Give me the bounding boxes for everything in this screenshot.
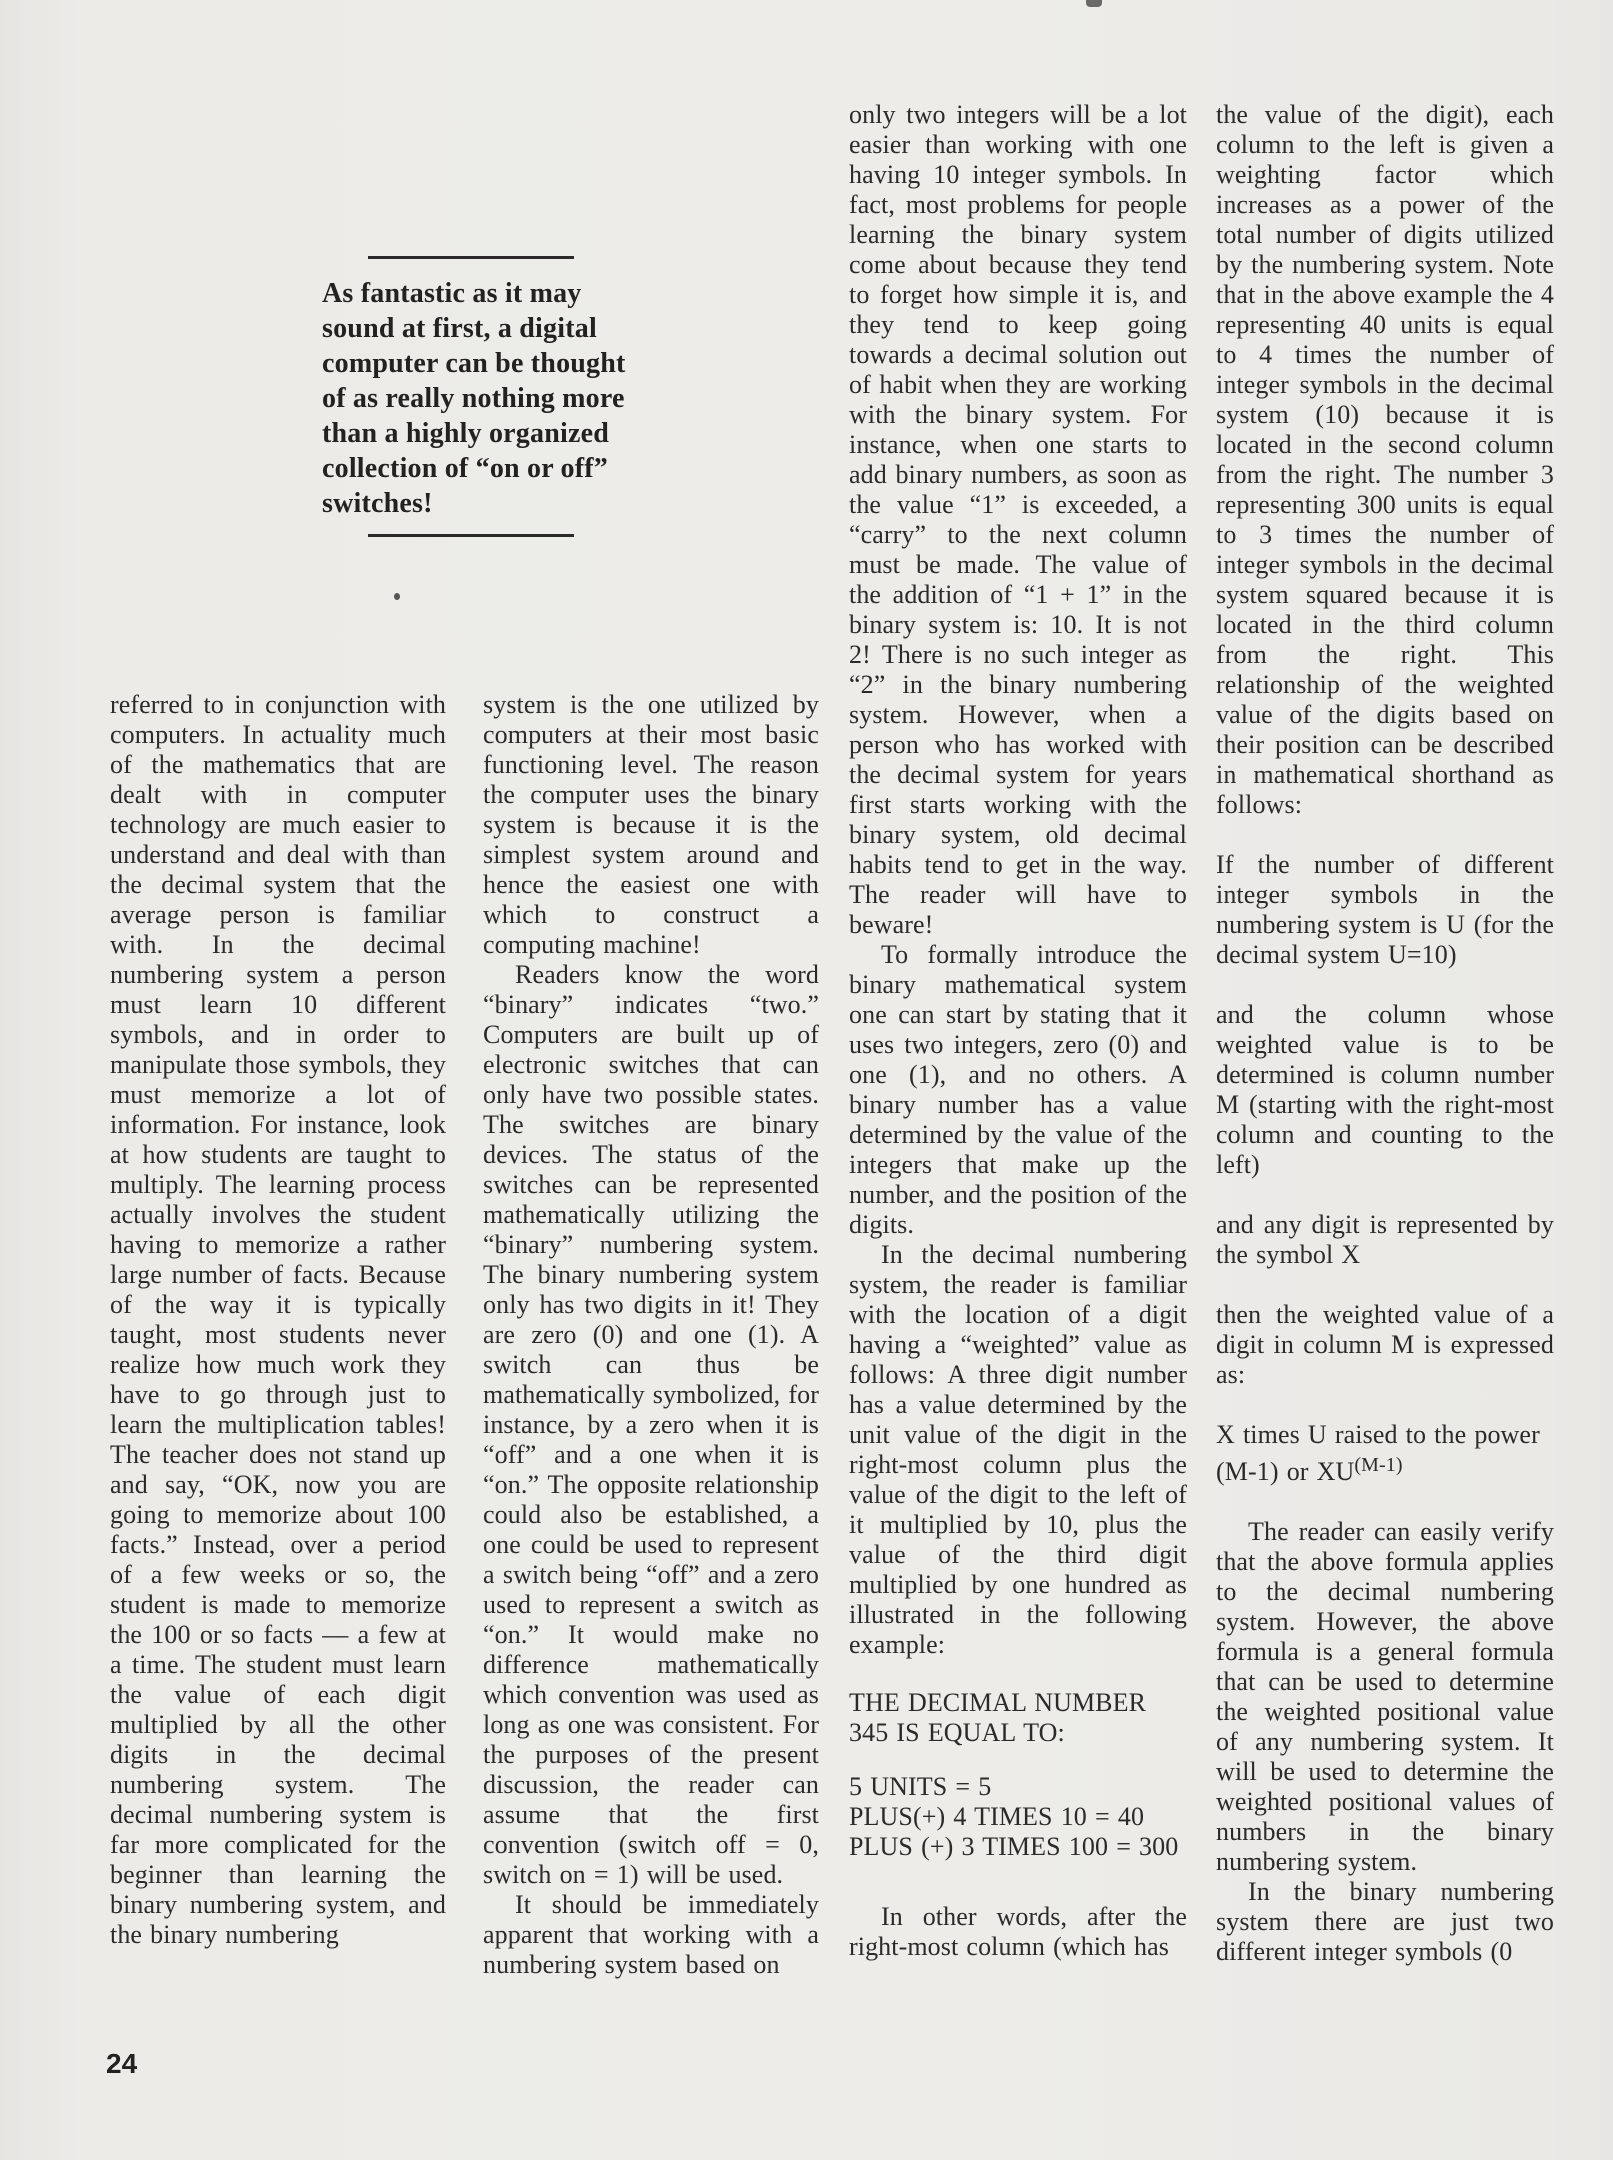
equation-block (849, 1772, 1187, 1862)
equation-line: 5 UNITS = 5 (849, 1772, 992, 1801)
scan-mark-top-edge (1086, 0, 1102, 7)
page-number: 24 (106, 2048, 138, 2079)
body-paragraph: the value of the digit), each column to the left is given a weighting factor which increases as a power of the total number of digits utilized by the numbering system. Note that in the above example the 4 representing 40 units is equal to 4 times the number of integer symbols in the decimal system (10) because it is located in the second column from the right. The number 3 representing 300 units is equal to 3 times the number of integer symbols in the decimal system squared because it is located in the third column from the right. This relationship of the weighted value of the digits based on their position can be described in mathematical shorthand as follows: (1216, 100, 1554, 819)
body-paragraph: In other words, after the right-most column (which has (849, 1902, 1187, 1961)
text-column-2 (483, 690, 819, 1980)
pull-quote-line: switches! (322, 488, 433, 519)
body-paragraph: It should be immediately apparent that working with a numbering system based on (483, 1890, 819, 1979)
pull-quote-line: of as really nothing more (322, 383, 625, 414)
equation-line: PLUS(+) 4 TIMES 10 = 40 (849, 1802, 1145, 1831)
body-paragraph: To formally introduce the binary mathematical system one can start by stating that it uses two integers, zero (0) and one (1), and no others. A binary number has a value determined by the value of the integers that make up the number, and the position of the digits. (849, 940, 1187, 1239)
definition-paragraph: then the weighted value of a digit in column M is expressed as: (1216, 1300, 1554, 1389)
text-column-1 (110, 690, 446, 1950)
text-column-3 (849, 100, 1187, 1962)
definition-paragraph: and the column whose weighted value is to be determined is column number M (starting with the right-most column and counting to the left) (1216, 1000, 1554, 1179)
scan-speck (394, 593, 400, 600)
pull-quote-line: computer can be thought (322, 348, 626, 379)
pull-quote-line: sound at first, a digital (322, 313, 597, 344)
equation-line: PLUS (+) 3 TIMES 100 = 300 (849, 1832, 1179, 1861)
body-paragraph: In the decimal numbering system, the reader is familiar with the location of a digit having a “weighted” value as follows: A three digit number has a value determined by the unit value of the digit in the right-most column plus the value of the digit to the left of it multiplied by 10, plus the value of the third digit multiplied by one hundred as illustrated in the following example: (849, 1240, 1187, 1659)
formula-base: X times U raised to the power (M-1) or XU (1216, 1420, 1540, 1486)
pull-quote-line: As fantastic as it may (322, 278, 582, 309)
pull-quote-line: than a highly organized (322, 418, 609, 449)
body-paragraph: system is the one utilized by computers at their most basic functioning level. The reason the computer uses the binary system is because it is the simplest system around and hence the easiest one with which to construct a computing machine! (483, 690, 819, 959)
pull-quote (320, 256, 626, 537)
example-heading: THE DECIMAL NUMBER 345 IS EQUAL TO: (849, 1688, 1147, 1747)
pull-quote-bottom-rule (368, 534, 574, 537)
body-paragraph: Readers know the word “binary” indicates “two.” Computers are built up of electronic switches that can only have two possible states. The switches are binary devices. The status of the switches can be represented mathematically utilizing the “binary” numbering system. The binary numbering system only has two digits in it! They are zero (0) and one (1). A switch can thus be mathematically symbolized, for instance, by a zero when it is “off” and a one when it is “on.” The opposite relationship could also be established, a one could be used to represent a switch being “off” and a zero used to represent a switch as “on.” It would make no difference mathematically which convention was used as long as one was consistent. For the purposes of the present discussion, the reader can assume that the first convention (switch off = 0, switch on = 1) will be used. (483, 960, 819, 1889)
body-paragraph: only two integers will be a lot easier than working with one having 10 integer symbols. In fact, most problems for people learning the binary system come about because they tend to forget how simple it is, and they tend to keep going towards a decimal solution out of habit when they are working with the binary system. For instance, when one starts to add binary numbers, as soon as the value “1” is exceeded, a “carry” to the next column must be made. The value of the addition of “1 + 1” in the binary system is: 10. It is not 2! There is no such integer as “2” in the binary numbering system. However, when a person who has worked with the decimal system for years first starts working with the binary system, old decimal habits tend to get in the way. The reader will have to beware! (849, 100, 1187, 939)
definition-paragraph: and any digit is represented by the symbol X (1216, 1210, 1554, 1269)
definition-paragraph: If the number of different integer symbols in the numbering system is U (for the decimal system U=10) (1216, 850, 1554, 969)
formula-exponent: (M-1) (1354, 1454, 1403, 1476)
pull-quote-line: collection of “on or off” (322, 453, 608, 484)
body-paragraph: referred to in conjunction with computers. In actuality much of the mathematics that are dealt with in computer technology are much easier to understand and deal with than the decimal system that the average person is familiar with. In the decimal numbering system a person must learn 10 different symbols, and in order to manipulate those symbols, they must memorize a lot of information. For instance, look at how students are taught to multiply. The learning process actually involves the student having to memorize a rather large number of facts. Because of the way it is typically taught, most students never realize how much work they have to go through just to learn the multiplication tables! The teacher does not stand up and say, “OK, now you are going to memorize about 100 facts.” Instead, over a period of a few weeks or so, the student is made to memorize the 100 or so facts — a few at a time. The student must learn the value of each digit multiplied by all the other digits in the decimal numbering system. The decimal numbering system is far more complicated for the beginner than learning the binary numbering system, and the binary numbering (110, 690, 446, 1949)
formula (1216, 1420, 1554, 1487)
body-paragraph: The reader can easily verify that the above formula applies to the decimal numbering system. However, the above formula is a general formula that can be used to determine the weighted positional value of any numbering system. It will be used to determine the weighted positional values of numbers in the binary numbering system. (1216, 1517, 1554, 1876)
pull-quote-text (320, 259, 626, 534)
body-paragraph: In the binary numbering system there are just two different integer symbols (0 (1216, 1877, 1554, 1966)
text-column-4 (1216, 100, 1554, 1967)
